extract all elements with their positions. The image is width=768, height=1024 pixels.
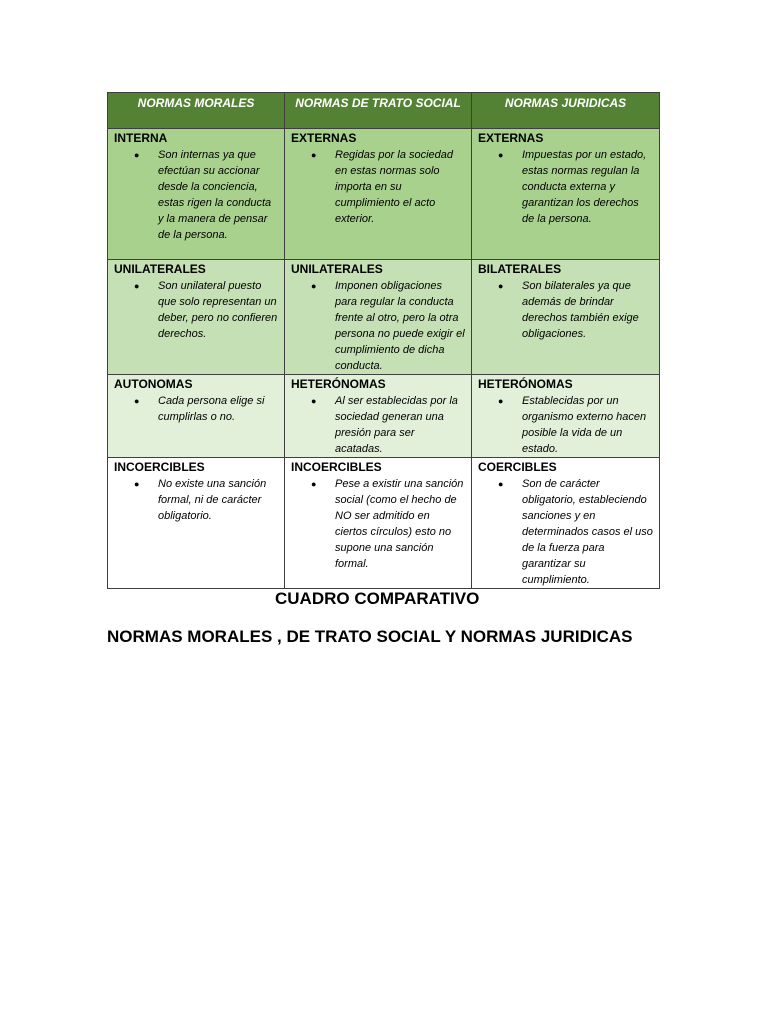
bullet-icon: ●: [311, 396, 317, 406]
cell-title: UNILATERALES: [291, 262, 383, 276]
bullet-item: [291, 147, 465, 227]
comparison-table-container: [107, 92, 659, 589]
cell-text: Son bilaterales ya que además de brindar derechos también exige obligaciones.: [522, 280, 639, 340]
bullet-icon: ●: [498, 479, 504, 489]
bullet-item: [478, 278, 653, 342]
table-row: [108, 260, 660, 375]
cell-text: Son unilateral puesto que solo representan un deber, pero no confieren derechos.: [158, 280, 278, 340]
bullet-icon: ●: [498, 150, 504, 160]
table-cell: [285, 458, 472, 589]
header-normas-trato-social: NORMAS DE TRATO SOCIAL: [285, 93, 472, 129]
cell-text: Son de carácter obligatorio, estableciendo sanciones y en determinados casos el uso de la fuerza para garantizar su cumplimiento.: [522, 478, 653, 586]
bullet-item: [291, 278, 465, 374]
cell-text: Al ser establecidas por la sociedad generan una presión para ser acatadas.: [335, 395, 458, 455]
bullet-item: [114, 278, 278, 342]
bullet-item: [114, 393, 278, 425]
bullet-icon: ●: [498, 281, 504, 291]
cell-title: HETERÓNOMAS: [291, 377, 386, 391]
table-cell: [285, 129, 472, 260]
cell-text: Pese a existir una sanción social (como el hecho de NO ser admitido en ciertos círculos) esto no supone una sanción formal.: [335, 478, 464, 570]
table-cell: [108, 458, 285, 589]
cell-text: No existe una sanción formal, ni de carácter obligatorio.: [158, 478, 267, 522]
bullet-item: [114, 147, 278, 243]
table-cell: [108, 260, 285, 375]
table-cell: [472, 375, 660, 458]
bullet-icon: ●: [134, 281, 140, 291]
table-cell: [285, 375, 472, 458]
cell-text: Establecidas por un organismo externo hacen posible la vida de un estado.: [522, 395, 647, 455]
table-cell: [108, 375, 285, 458]
cell-text: Cada persona elige si cumplirlas o no.: [158, 395, 265, 423]
cell-title: BILATERALES: [478, 262, 562, 276]
cell-title: AUTONOMAS: [114, 377, 193, 391]
cell-text: Impuestas por un estado, estas normas regulan la conducta externa y garantizan los derechos de la persona.: [522, 149, 647, 225]
cell-title: COERCIBLES: [478, 460, 557, 474]
bullet-item: [291, 393, 465, 457]
table-cell: [472, 260, 660, 375]
bullet-icon: ●: [134, 479, 140, 489]
bullet-icon: ●: [311, 479, 317, 489]
table-cell: [108, 129, 285, 260]
header-normas-morales: NORMAS MORALES: [108, 93, 285, 129]
bullet-icon: ●: [498, 396, 504, 406]
cell-title: EXTERNAS: [291, 131, 357, 145]
table-row: [108, 129, 660, 260]
table-header-row: [108, 93, 660, 129]
bullet-item: [478, 147, 653, 227]
cell-title: HETERÓNOMAS: [478, 377, 573, 391]
bullet-icon: ●: [311, 150, 317, 160]
bullet-item: [114, 476, 278, 524]
cell-title: INCOERCIBLES: [114, 460, 205, 474]
table-cell: [285, 260, 472, 375]
table-cell: [472, 129, 660, 260]
bullet-item: [478, 393, 653, 457]
document-caption: CUADRO COMPARATIVO: [275, 589, 480, 608]
bullet-item: [291, 476, 465, 572]
cell-title: INCOERCIBLES: [291, 460, 382, 474]
cell-text: Son internas ya que efectúan su accionar desde la conciencia, estas rigen la conducta y la manera de pensar de la persona.: [158, 149, 272, 241]
table-row: [108, 458, 660, 589]
bullet-item: [478, 476, 653, 588]
table-row: [108, 375, 660, 458]
bullet-icon: ●: [311, 281, 317, 291]
cell-text: Imponen obligaciones para regular la conducta frente al otro, pero la otra persona no puede exigir el cumplimiento de dicha conducta.: [335, 280, 465, 372]
bullet-icon: ●: [134, 396, 140, 406]
cell-title: UNILATERALES: [114, 262, 206, 276]
table-cell: [472, 458, 660, 589]
comparison-table: [107, 92, 660, 589]
header-normas-juridicas: NORMAS JURIDICAS: [472, 93, 660, 129]
cell-text: Regidas por la sociedad en estas normas solo importa en su cumplimiento el acto exterior.: [335, 149, 454, 225]
bullet-icon: ●: [134, 150, 140, 160]
cell-title: EXTERNAS: [478, 131, 544, 145]
document-subtitle: NORMAS MORALES , DE TRATO SOCIAL Y NORMAS JURIDICAS: [107, 627, 633, 646]
cell-title: INTERNA: [114, 131, 168, 145]
